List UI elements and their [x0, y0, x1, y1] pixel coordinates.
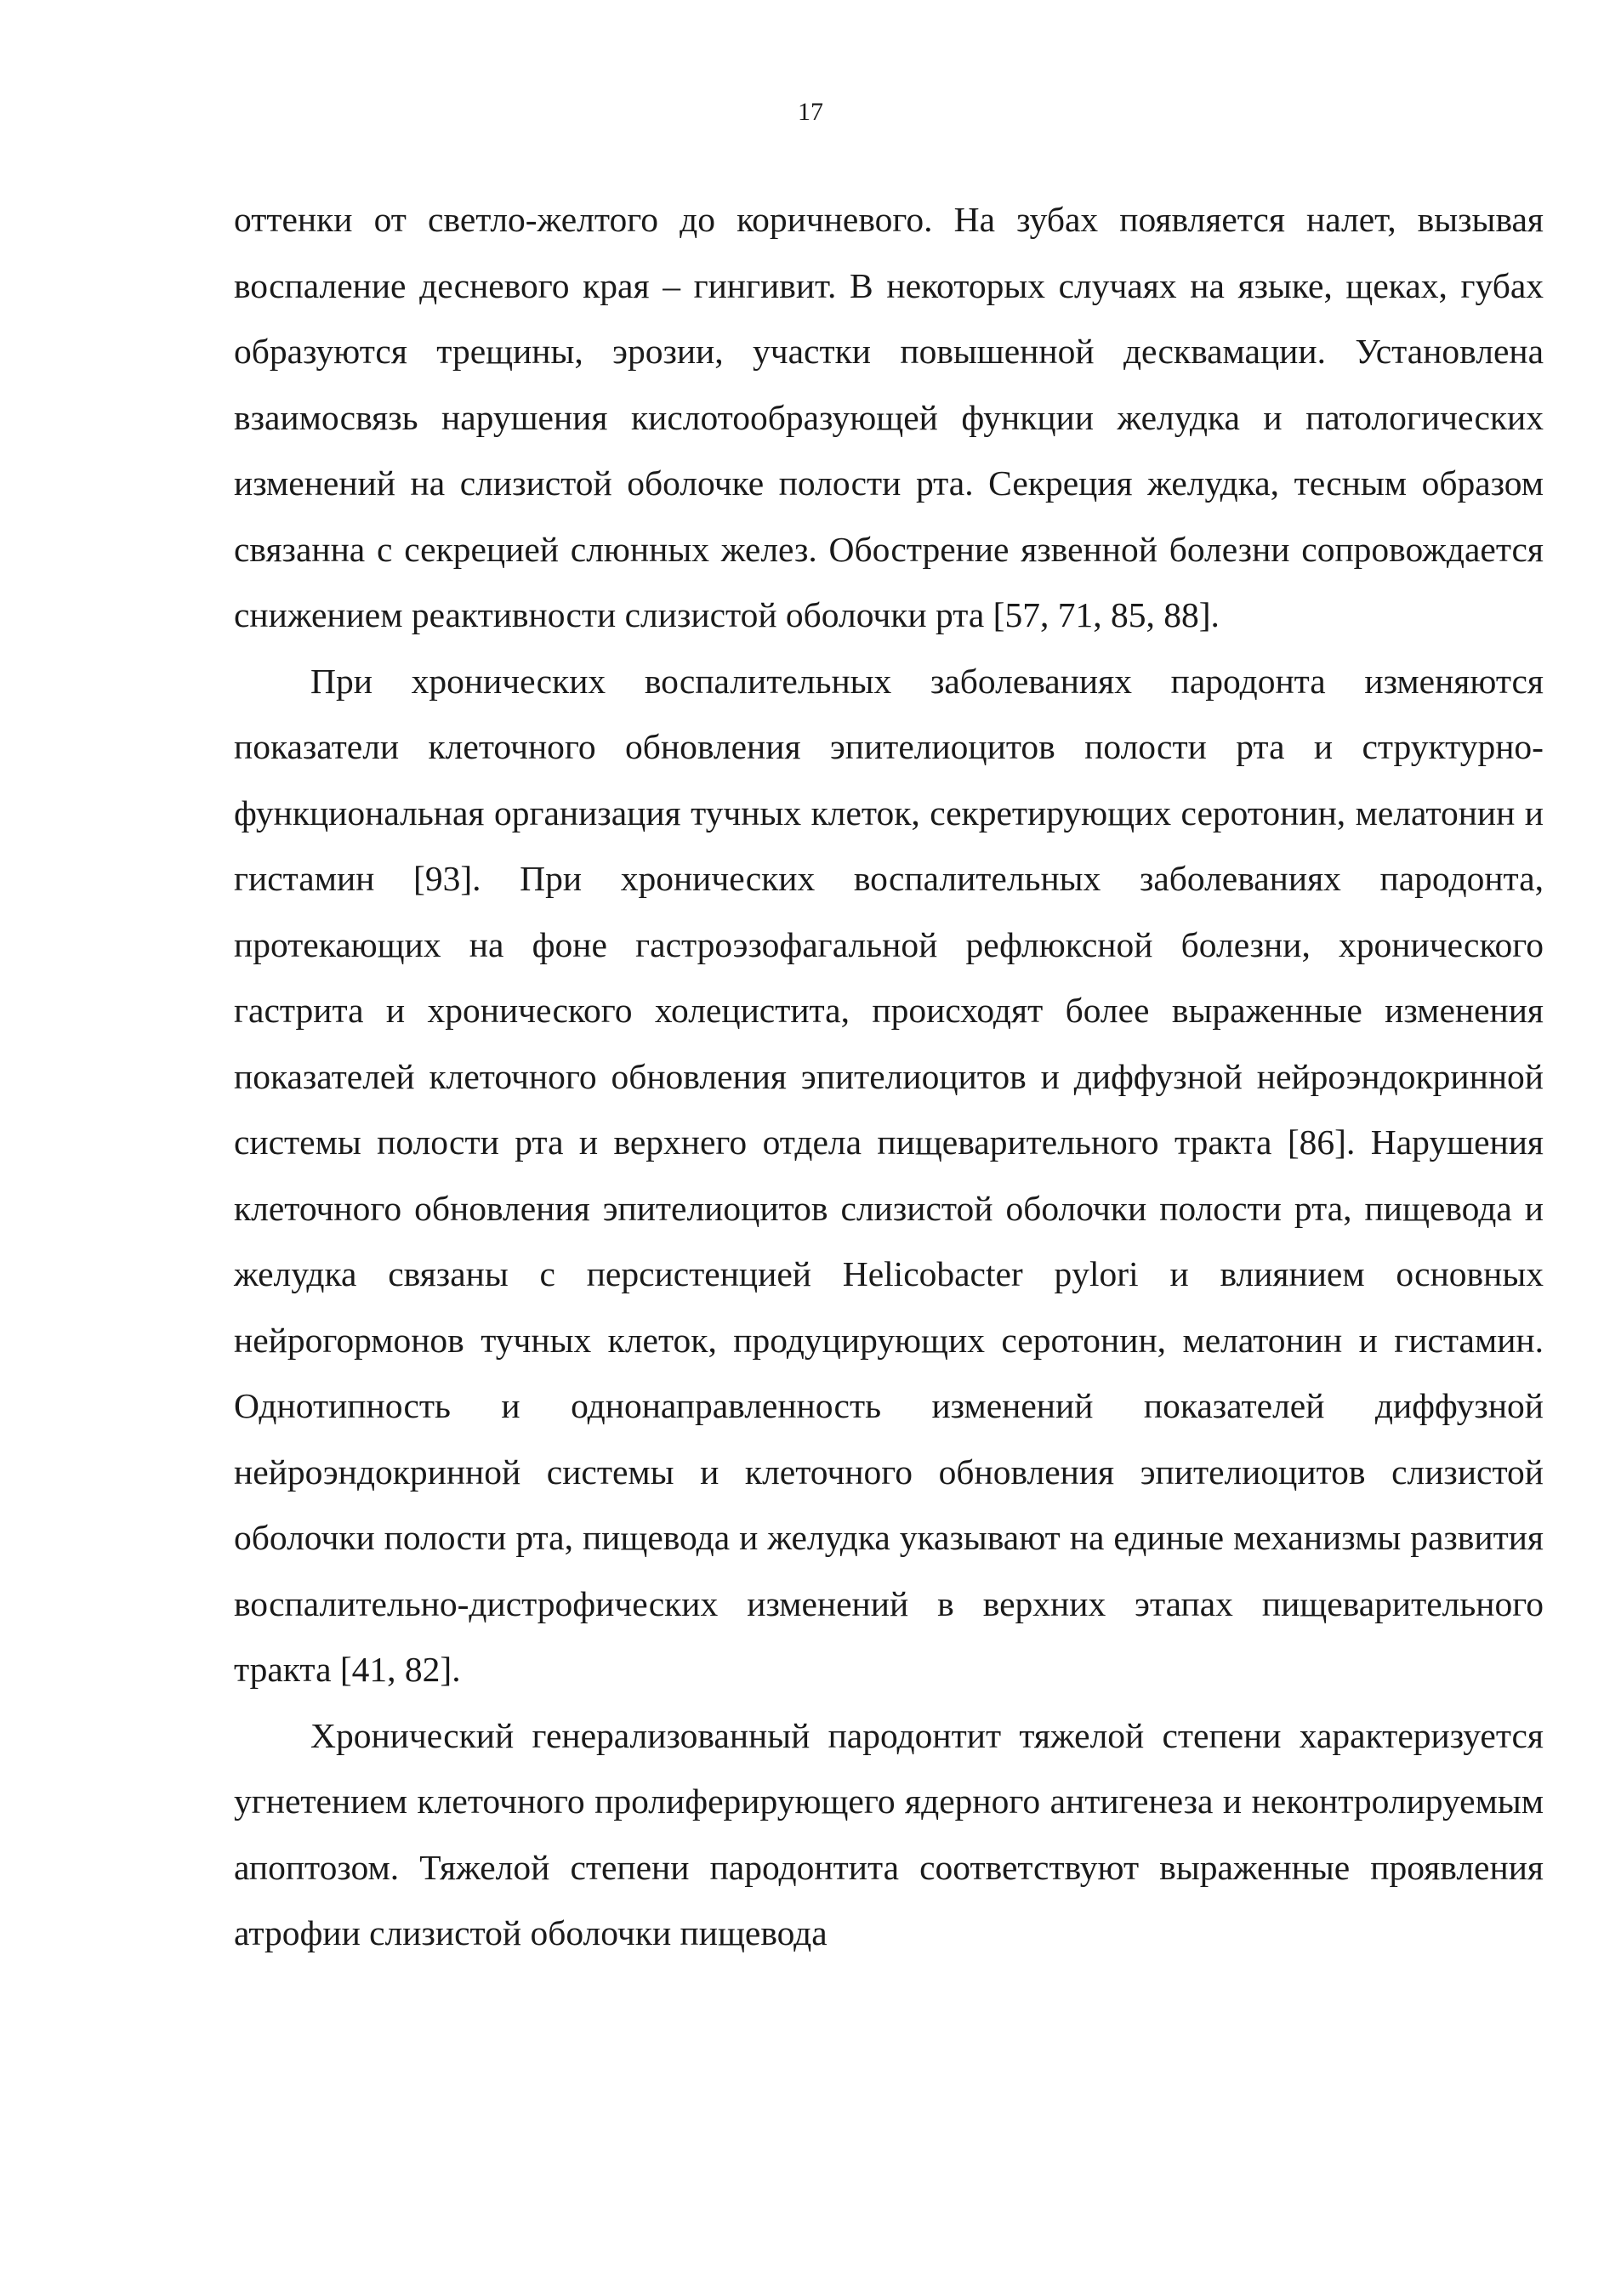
page-number: 17	[798, 98, 823, 126]
paragraph-periodontal-inflammation: При хронических воспалительных заболеваниях пародонта изменяются показатели клеточного обновления эпителиоцитов полости рта и структурно-функциональная организация тучных клеток, секретирующих серотонин, мелатонин и гистамин [93]. При хронических воспалительных заболеваниях пародонта, протекающих на фоне гастроэзофагальной рефлюксной болезни, хронического гастрита и хронического холецистита, происходят более выраженные изменения показателей клеточного обновления эпителиоцитов и диффузной нейроэндокринной системы полости рта и верхнего отдела пищеварительного тракта [86]. Нарушения клеточного обновления эпителиоцитов слизистой оболочки полости рта, пищевода и желудка связаны с персистенцией Helicobacter pylori и влиянием основных нейрогормонов тучных клеток, продуцирующих серотонин, мелатонин и гистамин. Однотипность и однонаправленность изменений показателей диффузной нейроэндокринной системы и клеточного обновления эпителиоцитов слизистой оболочки полости рта, пищевода и желудка указывают на единые механизмы развития воспалительно-дистрофических изменений в верхних этапах пищеварительного тракта [41, 82].	[234, 661, 1544, 1689]
body-text	[234, 187, 1544, 1967]
paragraph-continuation: оттенки от светло-желтого до коричневого. На зубах появляется налет, вызывая воспаление десневого края – гингивит. В некоторых случаях на языке, щеках, губах образуются трещины, эрозии, участки повышенной десквамации. Установлена взаимосвязь нарушения кислотообразующей функции желудка и патологических изменений на слизистой оболочке полости рта. Секреция желудка, тесным образом связанна с секрецией слюнных желез. Обострение язвенной болезни сопровождается снижением реактивности слизистой оболочки рта [57, 71, 85, 88].	[234, 200, 1544, 634]
paragraph-generalized-periodontitis: Хронический генерализованный пародонтит тяжелой степени характеризуется угнетением клеточного пролиферирующего ядерного антигенеза и неконтролируемым апоптозом. Тяжелой степени пародонтита соответствуют выраженные проявления атрофии слизистой оболочки пищевода	[234, 1715, 1544, 1952]
